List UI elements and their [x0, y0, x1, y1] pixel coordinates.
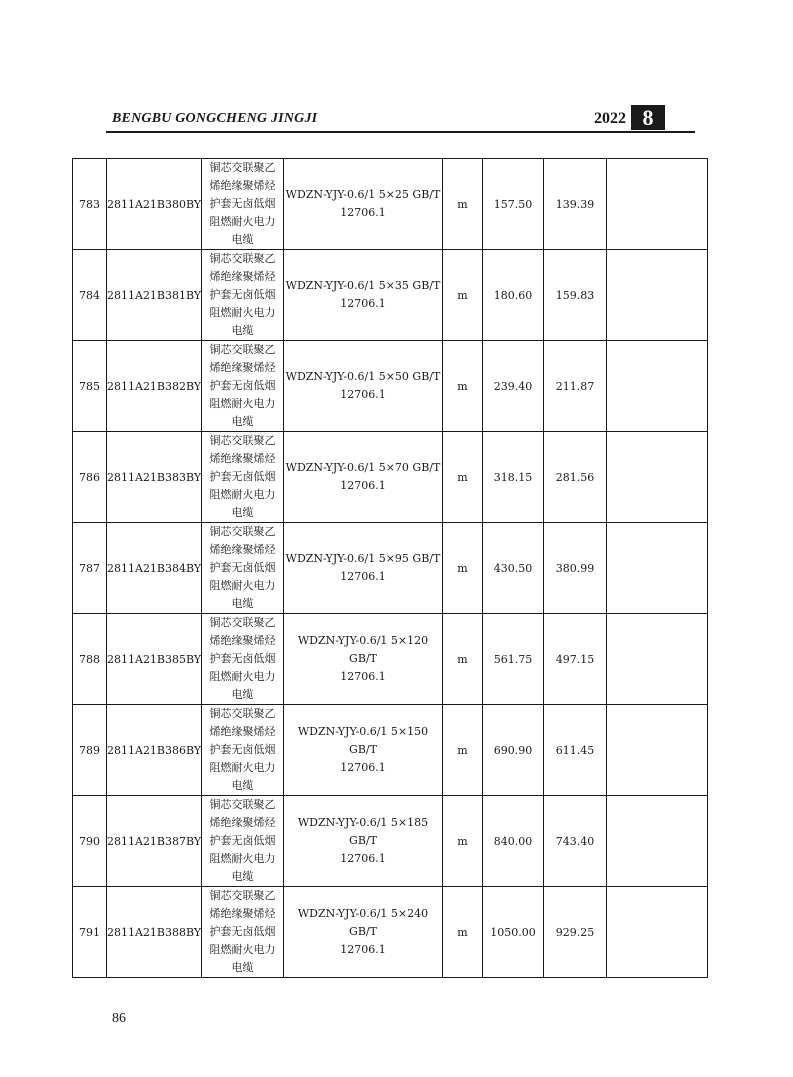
item-spec-line: 12706.1: [340, 479, 386, 492]
remarks-cell: [607, 705, 708, 796]
item-name-cell: [202, 432, 284, 523]
item-name-line: 护套无卤低烟: [209, 197, 276, 210]
item-name-line: 电缆: [231, 324, 254, 337]
item-name-line: 烯绝缘聚烯烃: [209, 361, 276, 374]
table-row: [73, 159, 708, 250]
item-code-cell: 2811A21B387BY: [107, 796, 202, 887]
item-spec-line: 12706.1: [340, 570, 386, 583]
price-tax-excl-cell: 159.83: [544, 250, 607, 341]
item-spec-line: WDZN-YJY-0.6/1 5×70 GB/T: [285, 461, 441, 474]
item-name-cell: [202, 796, 284, 887]
item-spec-line: WDZN-YJY-0.6/1 5×240 GB/T: [297, 907, 429, 938]
item-name-line: 铜芯交联聚乙: [209, 252, 276, 265]
item-name-line: 烯绝缘聚烯烃: [209, 270, 276, 283]
item-spec-cell: [284, 796, 443, 887]
table-row: [73, 341, 708, 432]
unit-cell: m: [443, 705, 483, 796]
item-name-line: 阻燃耐火电力: [209, 488, 276, 501]
item-name-line: 护套无卤低烟: [209, 288, 276, 301]
table-row: [73, 250, 708, 341]
unit-cell: m: [443, 523, 483, 614]
unit-cell: m: [443, 432, 483, 523]
unit-cell: m: [443, 796, 483, 887]
item-code-cell: 2811A21B382BY: [107, 341, 202, 432]
remarks-cell: [607, 341, 708, 432]
item-name-line: 烯绝缘聚烯烃: [209, 634, 276, 647]
issue-number-badge: 8: [631, 105, 665, 130]
row-number-cell: 788: [73, 614, 107, 705]
item-name-line: 烯绝缘聚烯烃: [209, 725, 276, 738]
remarks-cell: [607, 250, 708, 341]
item-name-cell: [202, 887, 284, 978]
price-tax-excl-cell: 497.15: [544, 614, 607, 705]
item-name-line: 烯绝缘聚烯烃: [209, 543, 276, 556]
item-spec-line: 12706.1: [340, 388, 386, 401]
item-name-line: 阻燃耐火电力: [209, 761, 276, 774]
item-code-cell: 2811A21B388BY: [107, 887, 202, 978]
table-row: [73, 523, 708, 614]
row-number-cell: 784: [73, 250, 107, 341]
item-spec-line: 12706.1: [340, 761, 386, 774]
price-tax-incl-cell: 157.50: [483, 159, 544, 250]
item-name-line: 铜芯交联聚乙: [209, 616, 276, 629]
item-spec-cell: [284, 159, 443, 250]
price-tax-incl-cell: 840.00: [483, 796, 544, 887]
item-name-cell: [202, 705, 284, 796]
item-name-line: 护套无卤低烟: [209, 379, 276, 392]
price-tax-excl-cell: 929.25: [544, 887, 607, 978]
item-name-cell: [202, 341, 284, 432]
item-code-cell: 2811A21B381BY: [107, 250, 202, 341]
unit-cell: m: [443, 887, 483, 978]
item-code-cell: 2811A21B383BY: [107, 432, 202, 523]
item-spec-line: 12706.1: [340, 943, 386, 956]
item-spec-line: 12706.1: [340, 297, 386, 310]
item-spec-line: 12706.1: [340, 670, 386, 683]
row-number-cell: 790: [73, 796, 107, 887]
item-name-line: 电缆: [231, 233, 254, 246]
page-number: 86: [112, 1011, 126, 1026]
item-spec-cell: [284, 614, 443, 705]
item-name-line: 阻燃耐火电力: [209, 852, 276, 865]
unit-cell: m: [443, 341, 483, 432]
issue-year: 2022: [594, 110, 626, 127]
item-name-line: 电缆: [231, 597, 254, 610]
item-spec-line: WDZN-YJY-0.6/1 5×185 GB/T: [297, 816, 429, 847]
item-name-line: 阻燃耐火电力: [209, 670, 276, 683]
item-name-line: 烯绝缘聚烯烃: [209, 816, 276, 829]
unit-cell: m: [443, 159, 483, 250]
price-tax-incl-cell: 1050.00: [483, 887, 544, 978]
item-name-line: 阻燃耐火电力: [209, 579, 276, 592]
item-name-line: 电缆: [231, 506, 254, 519]
item-name-line: 电缆: [231, 688, 254, 701]
item-name-line: 烯绝缘聚烯烃: [209, 907, 276, 920]
unit-cell: m: [443, 250, 483, 341]
item-code-cell: 2811A21B386BY: [107, 705, 202, 796]
price-tax-incl-cell: 430.50: [483, 523, 544, 614]
row-number-cell: 787: [73, 523, 107, 614]
row-number-cell: 783: [73, 159, 107, 250]
item-name-line: 电缆: [231, 870, 254, 883]
table-row: [73, 796, 708, 887]
item-name-line: 电缆: [231, 779, 254, 792]
item-name-line: 电缆: [231, 961, 254, 974]
item-name-line: 铜芯交联聚乙: [209, 707, 276, 720]
item-name-line: 铜芯交联聚乙: [209, 889, 276, 902]
item-name-line: 阻燃耐火电力: [209, 943, 276, 956]
price-tax-excl-cell: 139.39: [544, 159, 607, 250]
item-spec-line: WDZN-YJY-0.6/1 5×95 GB/T: [285, 552, 441, 565]
item-name-line: 护套无卤低烟: [209, 561, 276, 574]
price-table: [72, 158, 708, 978]
price-tax-excl-cell: 380.99: [544, 523, 607, 614]
remarks-cell: [607, 887, 708, 978]
row-number-cell: 791: [73, 887, 107, 978]
item-spec-line: WDZN-YJY-0.6/1 5×35 GB/T: [285, 279, 441, 292]
price-tax-excl-cell: 281.56: [544, 432, 607, 523]
item-spec-cell: [284, 341, 443, 432]
item-code-cell: 2811A21B385BY: [107, 614, 202, 705]
item-name-line: 电缆: [231, 415, 254, 428]
item-spec-cell: [284, 432, 443, 523]
header-divider: [106, 131, 695, 133]
item-name-line: 铜芯交联聚乙: [209, 434, 276, 447]
item-spec-line: WDZN-YJY-0.6/1 5×50 GB/T: [285, 370, 441, 383]
price-tax-incl-cell: 561.75: [483, 614, 544, 705]
price-table-body: [73, 159, 708, 978]
item-name-line: 阻燃耐火电力: [209, 397, 276, 410]
item-spec-cell: [284, 250, 443, 341]
price-tax-incl-cell: 239.40: [483, 341, 544, 432]
item-name-line: 护套无卤低烟: [209, 925, 276, 938]
item-name-line: 护套无卤低烟: [209, 834, 276, 847]
item-code-cell: 2811A21B380BY: [107, 159, 202, 250]
table-row: [73, 705, 708, 796]
item-name-line: 护套无卤低烟: [209, 652, 276, 665]
price-tax-excl-cell: 211.87: [544, 341, 607, 432]
table-row: [73, 614, 708, 705]
item-name-line: 护套无卤低烟: [209, 470, 276, 483]
item-name-line: 铜芯交联聚乙: [209, 525, 276, 538]
remarks-cell: [607, 432, 708, 523]
price-tax-incl-cell: 318.15: [483, 432, 544, 523]
unit-cell: m: [443, 614, 483, 705]
item-spec-cell: [284, 887, 443, 978]
item-name-line: 护套无卤低烟: [209, 743, 276, 756]
row-number-cell: 789: [73, 705, 107, 796]
item-name-line: 烯绝缘聚烯烃: [209, 179, 276, 192]
journal-title: BENGBU GONGCHENG JINGJI: [112, 111, 318, 126]
price-tax-excl-cell: 743.40: [544, 796, 607, 887]
item-name-line: 铜芯交联聚乙: [209, 343, 276, 356]
item-name-cell: [202, 159, 284, 250]
table-row: [73, 432, 708, 523]
item-spec-line: WDZN-YJY-0.6/1 5×25 GB/T: [285, 188, 441, 201]
item-name-cell: [202, 614, 284, 705]
price-tax-incl-cell: 180.60: [483, 250, 544, 341]
price-tax-excl-cell: 611.45: [544, 705, 607, 796]
remarks-cell: [607, 159, 708, 250]
item-name-line: 烯绝缘聚烯烃: [209, 452, 276, 465]
price-tax-incl-cell: 690.90: [483, 705, 544, 796]
item-name-line: 铜芯交联聚乙: [209, 161, 276, 174]
item-name-line: 阻燃耐火电力: [209, 215, 276, 228]
row-number-cell: 785: [73, 341, 107, 432]
item-spec-cell: [284, 523, 443, 614]
table-row: [73, 887, 708, 978]
remarks-cell: [607, 614, 708, 705]
item-spec-line: WDZN-YJY-0.6/1 5×150 GB/T: [297, 725, 429, 756]
item-spec-line: 12706.1: [340, 852, 386, 865]
row-number-cell: 786: [73, 432, 107, 523]
item-spec-cell: [284, 705, 443, 796]
item-name-cell: [202, 523, 284, 614]
remarks-cell: [607, 796, 708, 887]
item-name-line: 铜芯交联聚乙: [209, 798, 276, 811]
item-name-cell: [202, 250, 284, 341]
item-name-line: 阻燃耐火电力: [209, 306, 276, 319]
remarks-cell: [607, 523, 708, 614]
item-spec-line: WDZN-YJY-0.6/1 5×120 GB/T: [297, 634, 429, 665]
item-spec-line: 12706.1: [340, 206, 386, 219]
item-code-cell: 2811A21B384BY: [107, 523, 202, 614]
